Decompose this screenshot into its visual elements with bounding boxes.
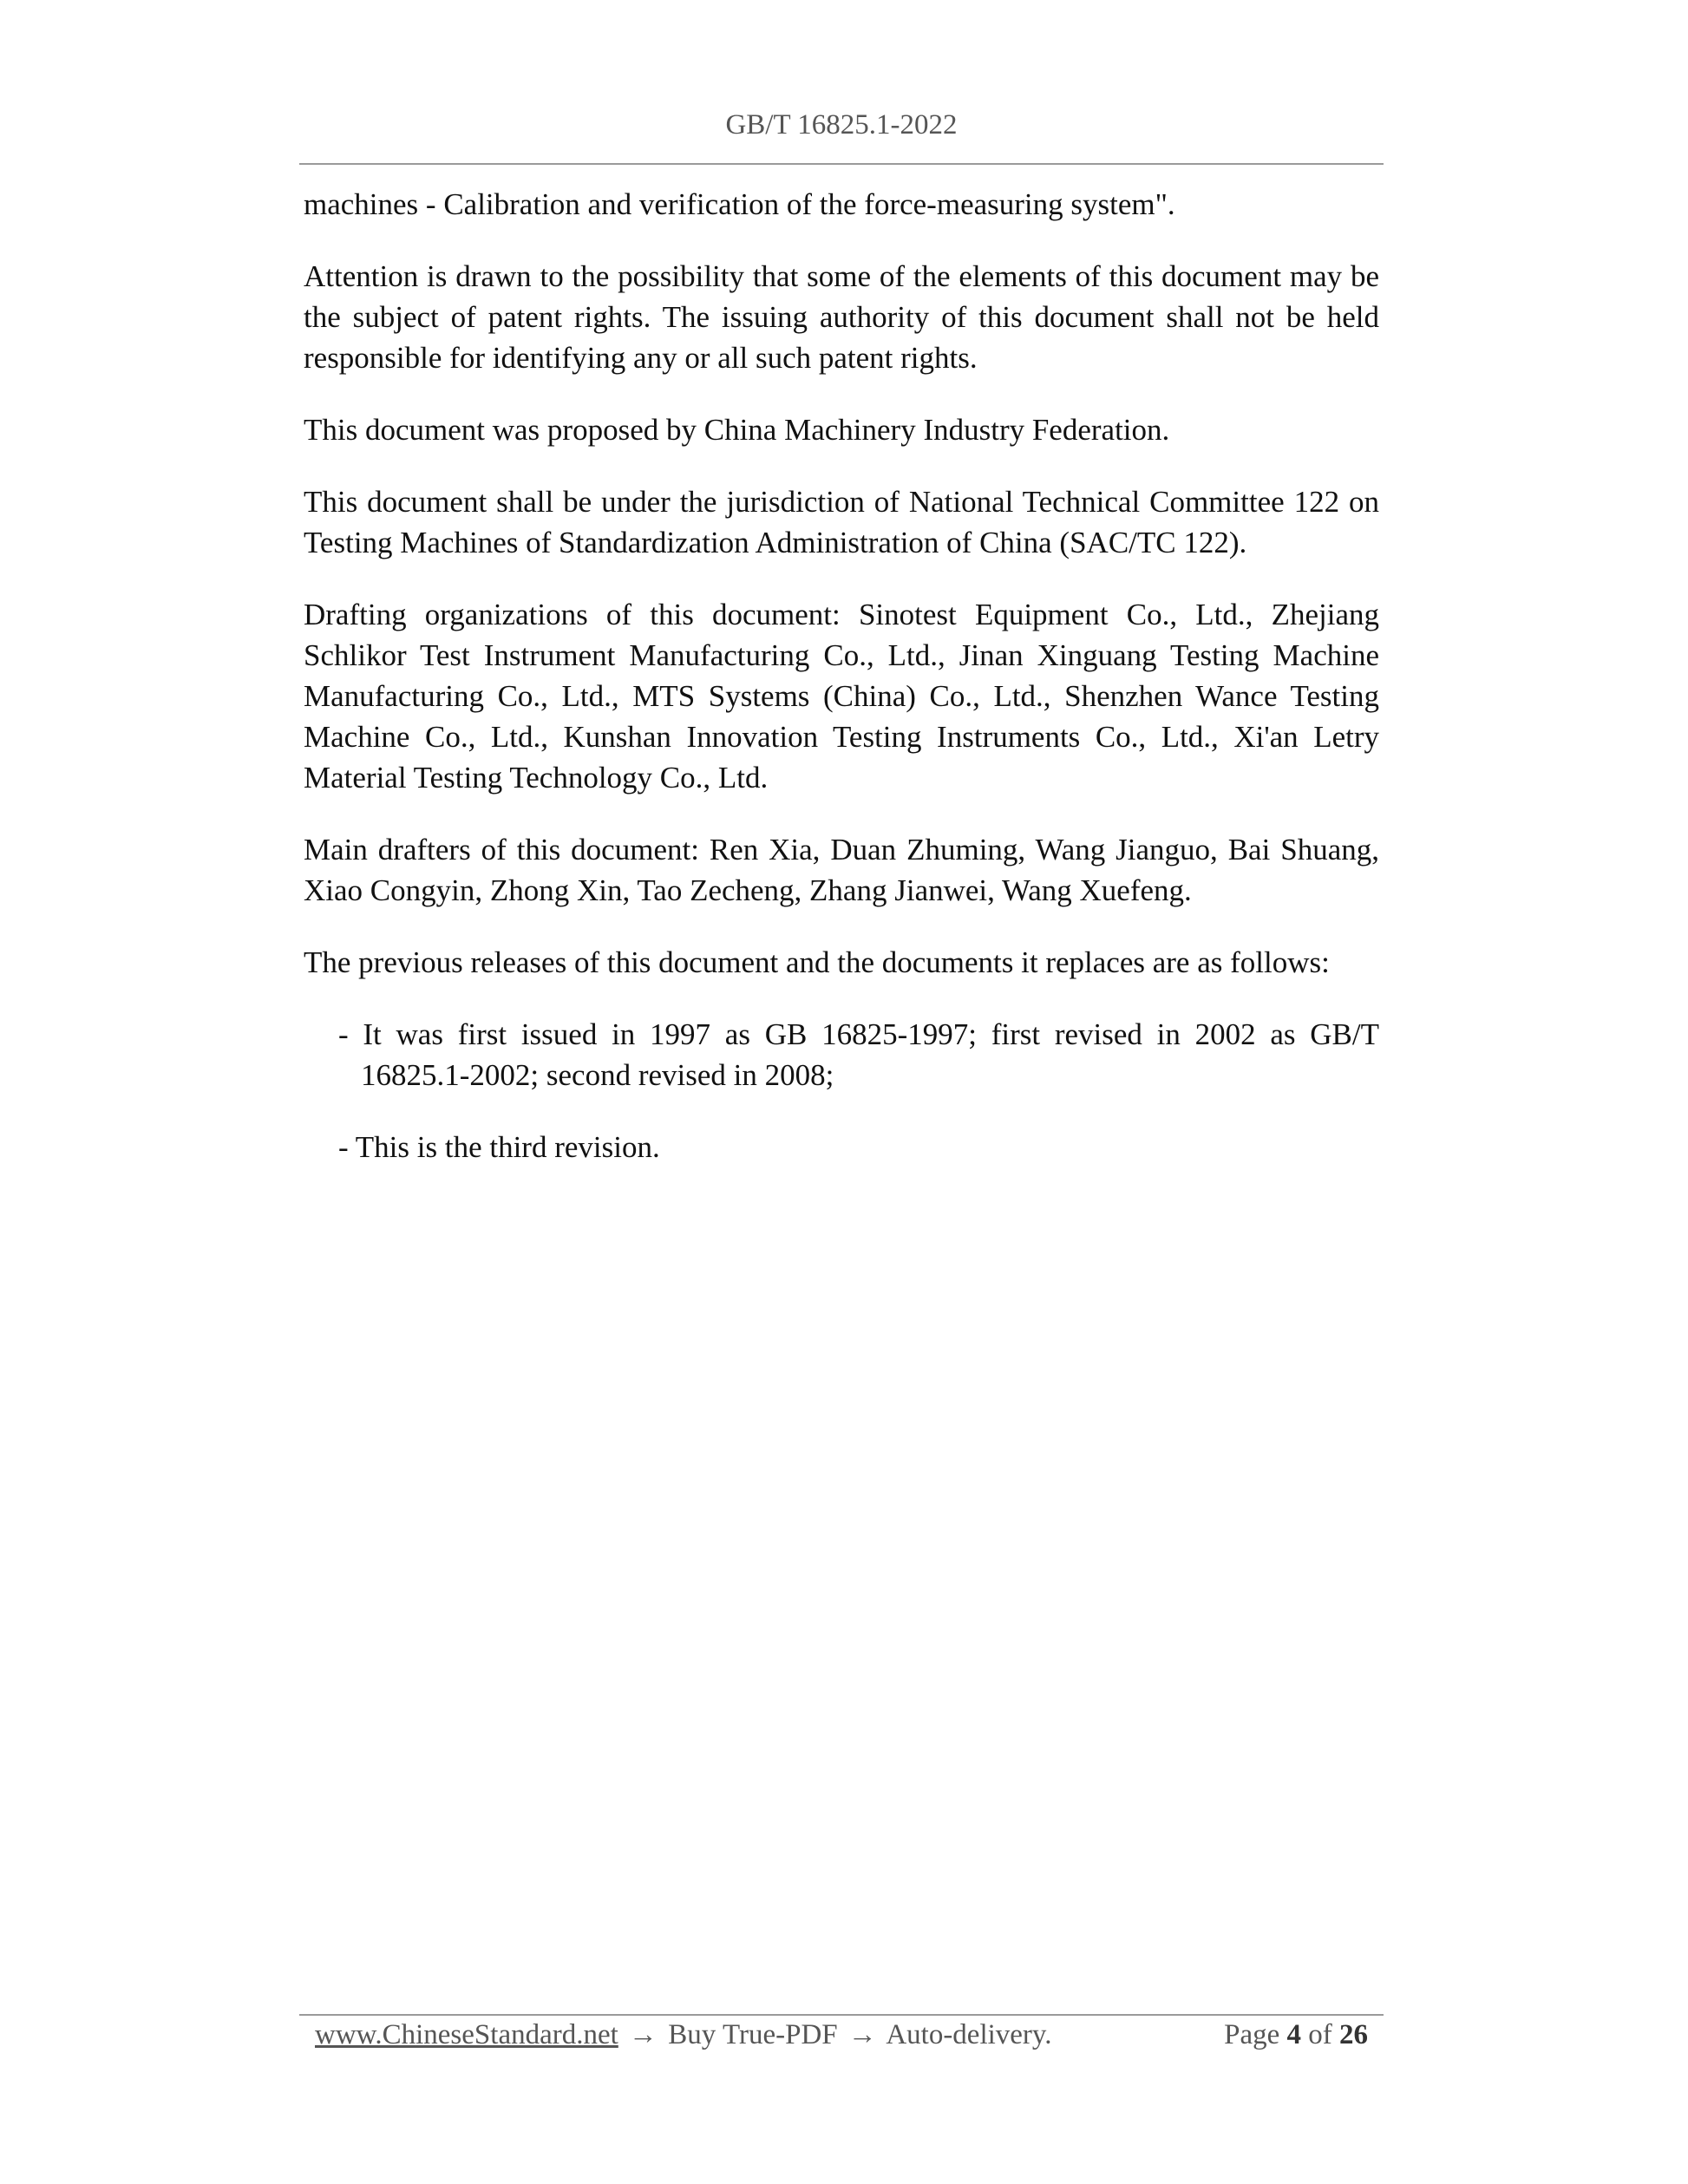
header-divider	[299, 163, 1384, 165]
website-link[interactable]: www.ChineseStandard.net	[315, 2019, 618, 2050]
paragraph-patent-notice: Attention is drawn to the possibility that some of the elements of this document may be the subject of patent rights. The issuing authority of this document shall not be held responsible for identifying any or all such patent rights.	[304, 259, 1379, 375]
paragraph-previous-releases: The previous releases of this document and the documents it replaces are as follows:	[304, 945, 1330, 979]
page-number	[1224, 2019, 1368, 2051]
paragraph-continuation: machines - Calibration and verification of the force-measuring system".	[304, 187, 1175, 221]
auto-delivery-text: Auto-delivery.	[886, 2019, 1052, 2050]
paragraph-proposed-by: This document was proposed by China Machinery Industry Federation.	[304, 413, 1170, 447]
document-body	[304, 184, 1379, 1199]
page-label: Page	[1224, 2019, 1280, 2050]
footer-promo	[315, 2019, 1052, 2051]
arrow-right-icon: →	[629, 2019, 658, 2050]
footer-divider	[299, 2014, 1384, 2016]
page-of-label: of	[1308, 2019, 1332, 2050]
paragraph-drafting-organizations: Drafting organizations of this document: Sinotest Equipment Co., Ltd., Zhejiang Schlikor Test Instrument Manufacturing Co., Ltd., Jinan Xinguang Testing Machine Manufacturing Co., Ltd., MTS Systems (China) Co., Ltd., Shenzhen Wance Testing Machine Co., Ltd., Kunshan Innovation Testing Instruments Co., Ltd., Xi'an Letry Material Testing Technology Co., Ltd.	[304, 598, 1379, 794]
list-item-third-revision: - This is the third revision.	[338, 1130, 660, 1164]
list-item-release-history: - It was first issued in 1997 as GB 16825-1997; first revised in 2002 as GB/T 16825.1-2002; second revised in 2008;	[338, 1017, 1379, 1092]
page-footer	[315, 2019, 1368, 2051]
buy-true-pdf-text: Buy True-PDF	[668, 2019, 838, 2050]
paragraph-jurisdiction: This document shall be under the jurisdiction of National Technical Committee 122 on Testing Machines of Standardization Administration of China (SAC/TC 122).	[304, 485, 1379, 559]
arrow-right-icon: →	[847, 2019, 877, 2050]
paragraph-main-drafters: Main drafters of this document: Ren Xia, Duan Zhuming, Wang Jianguo, Bai Shuang, Xiao Congyin, Zhong Xin, Tao Zecheng, Zhang Jianwei, Wang Xuefeng.	[304, 833, 1379, 907]
page-total: 26	[1339, 2019, 1368, 2050]
page-header-title: GB/T 16825.1-2022	[725, 109, 958, 141]
page-current: 4	[1286, 2019, 1301, 2050]
